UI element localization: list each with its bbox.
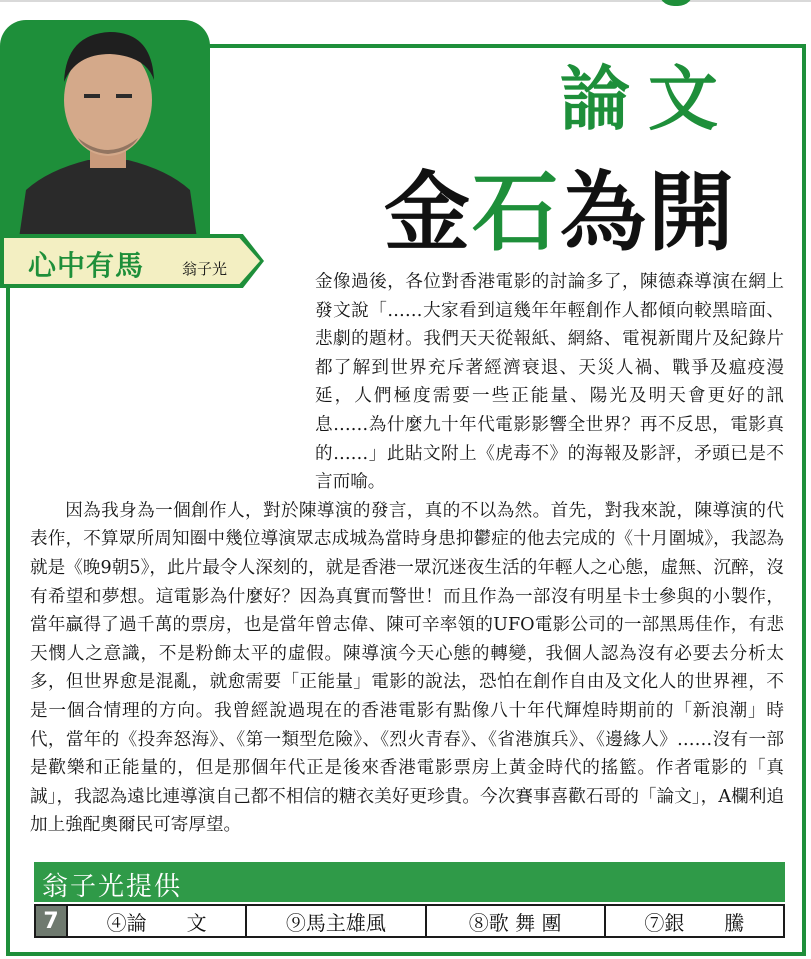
headline-line2	[384, 162, 736, 263]
tips-row	[34, 904, 785, 938]
article-paragraph-2: 因為我身為一個創作人，對於陳導演的發言，真的不以為然。首先，對我來說，陳導演的代表作，不算眾所周知圈中幾位導演眾志成城為當時身患抑鬱症的他去完成的《十月圍城》，我認為就是《晚9朝5》，此片最令人深刻的，就是香港一眾沉迷夜生活的年輕人之心態，虛無、沉醉，沒有希望和夢想。這電影為什麼好？因為真實而警世！而且作為一部沒有明星卡士參與的小製作，當年贏得了過千萬的票房，也是當年曾志偉、陳可辛率領的UFO電影公司的一部黑馬佳作，有悲天憫人之意識，不是粉飾太平的虛假。陳導演今天心態的轉變，我個人認為沒有必要去分析太多，但世界愈是混亂，就愈需要「正能量」電影的說法，恐怕在創作自由及文化人的世界裡，不是一個合情理的方向。我曾經說過現在的香港電影有點像八十年代輝煌時期前的「新浪潮」時代，當年的《投奔怒海》、《第一類型危險》、《烈火青春》、《省港旗兵》、《邊緣人》……沒有一部是歡樂和正能量的，但是那個年代正是後來香港電影票房上黃金時代的搖籃。作者電影的「真誠」，我認為遠比連導演自己都不相信的糖衣美好更珍貴。今次賽事喜歡石哥的「論文」，A欄利追加上強配奧爾民可寄厚望。	[30, 500, 784, 836]
headline-line1: 論文	[560, 57, 736, 140]
headline-part1: 金	[384, 162, 472, 263]
article-paragraph-1: 金像過後，各位對香港電影的討論多了，陳德森導演在網上發文說「……大家看到這幾年年輕創作人都傾向較黑暗面、悲劇的題材。我們天天從報紙、網絡、電視新聞片及紀錄片都了解到世界充斥著經濟衰退、天災人禍、戰爭及瘟疫漫延，人們極度需要一些正能量、陽光及明天會更好的訊息……為什麼九十年代電影影響全世界？再不反思，電影真的……」此貼文附上《虎毒不》的海報及影評，矛頭已是不言而喻。	[315, 272, 784, 493]
headline-part2: 石	[472, 162, 560, 263]
race-number: 7	[36, 906, 66, 936]
tips-title: 翁子光提供	[42, 872, 183, 902]
tip-pick-2: ⑨馬主雄風	[245, 906, 424, 936]
top-decoration	[658, 0, 694, 6]
tip-pick-4: ⑦銀 騰	[604, 906, 783, 936]
tip-pick-3: ⑧歌 舞 團	[425, 906, 604, 936]
column-author: 翁子光	[182, 260, 228, 278]
tip-pick-1: ④論 文	[66, 906, 245, 936]
headline-part3: 為開	[560, 162, 736, 263]
columnist-photo	[0, 20, 210, 245]
columnist-portrait-icon	[18, 20, 198, 245]
article-body	[30, 268, 784, 840]
column-title: 心中有馬	[28, 249, 145, 282]
